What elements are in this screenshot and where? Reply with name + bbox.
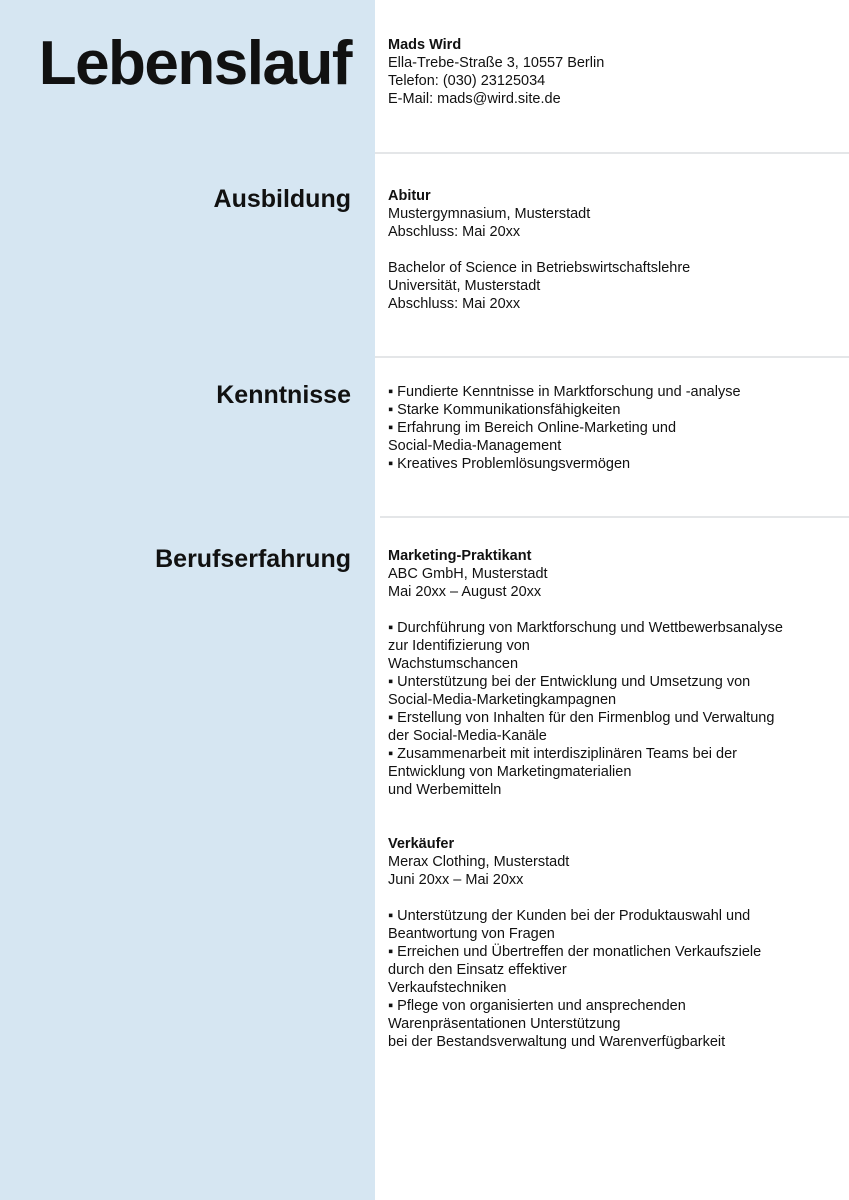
contact-block [388,36,838,108]
job-detail-line: ▪ Unterstützung der Kunden bei der Produktauswahl und [388,908,751,924]
education-graduation: Abschluss: Mai 20xx [388,296,521,312]
job-title: Verkäufer [388,836,455,852]
education-degree: Abitur [388,188,431,204]
divider [375,152,849,154]
job-detail-line: ▪ Durchführung von Marktforschung und Wettbewerbsanalyse [388,620,783,636]
job-detail-line: ▪ Pflege von organisierten und ansprechenden [388,998,686,1014]
job-detail-line: Wachstumschancen [388,656,519,672]
divider [375,356,849,358]
skills-line: ▪ Kreatives Problemlösungsvermögen [388,456,631,472]
skills-block [388,383,838,473]
job-company: ABC GmbH, Musterstadt [388,566,548,582]
job-detail-line: Warenpräsentationen Unterstützung [388,1016,621,1032]
contact-name: Mads Wird [388,37,462,53]
skills-line: ▪ Erfahrung im Bereich Online-Marketing und [388,420,677,436]
section-heading-education: Ausbildung [213,185,351,213]
contact-address: Ella-Trebe-Straße 3, 10557 Berlin [388,55,605,71]
education-institution: Mustergymnasium, Musterstadt [388,206,591,222]
job-company: Merax Clothing, Musterstadt [388,854,570,870]
job-detail-line: der Social-Media-Kanäle [388,728,547,744]
job-detail-line: und Werbemitteln [388,782,502,798]
skills-line: ▪ Fundierte Kenntnisse in Marktforschung und -analyse [388,384,741,400]
divider [380,516,849,518]
job-detail-line: bei der Bestandsverwaltung und Warenverfügbarkeit [388,1034,726,1050]
page-title: Lebenslauf [38,29,351,98]
job-detail-line: Beantwortung von Fragen [388,926,555,942]
job-detail-line: ▪ Zusammenarbeit mit interdisziplinären Teams bei der [388,746,737,762]
job-detail-line: Social-Media-Marketingkampagnen [388,692,617,708]
education-degree: Bachelor of Science in Betriebswirtschaftslehre [388,260,691,276]
job-detail-line: Verkaufstechniken [388,980,507,996]
skills-line: ▪ Starke Kommunikationsfähigkeiten [388,402,621,418]
job-detail-line: Entwicklung von Marketingmaterialien [388,764,632,780]
job-detail-line: durch den Einsatz effektiver [388,962,567,978]
skills-line: Social-Media-Management [388,438,562,454]
education-institution: Universität, Musterstadt [388,278,541,294]
education-block [388,187,838,313]
sidebar [0,0,375,1200]
job-period: Juni 20xx – Mai 20xx [388,872,524,888]
main-content [375,0,849,1200]
section-heading-skills: Kenntnisse [216,381,351,409]
contact-phone: Telefon: (030) 23125034 [388,73,546,89]
experience-block [388,547,838,1051]
section-heading-experience: Berufserfahrung [155,545,351,573]
job-detail-line: zur Identifizierung von [388,638,530,654]
job-detail-line: ▪ Erreichen und Übertreffen der monatlichen Verkaufsziele [388,944,762,960]
contact-email: E-Mail: mads@wird.site.de [388,91,561,107]
job-title: Marketing-Praktikant [388,548,532,564]
education-graduation: Abschluss: Mai 20xx [388,224,521,240]
job-period: Mai 20xx – August 20xx [388,584,542,600]
job-detail-line: ▪ Unterstützung bei der Entwicklung und Umsetzung von [388,674,751,690]
job-detail-line: ▪ Erstellung von Inhalten für den Firmenblog und Verwaltung [388,710,775,726]
